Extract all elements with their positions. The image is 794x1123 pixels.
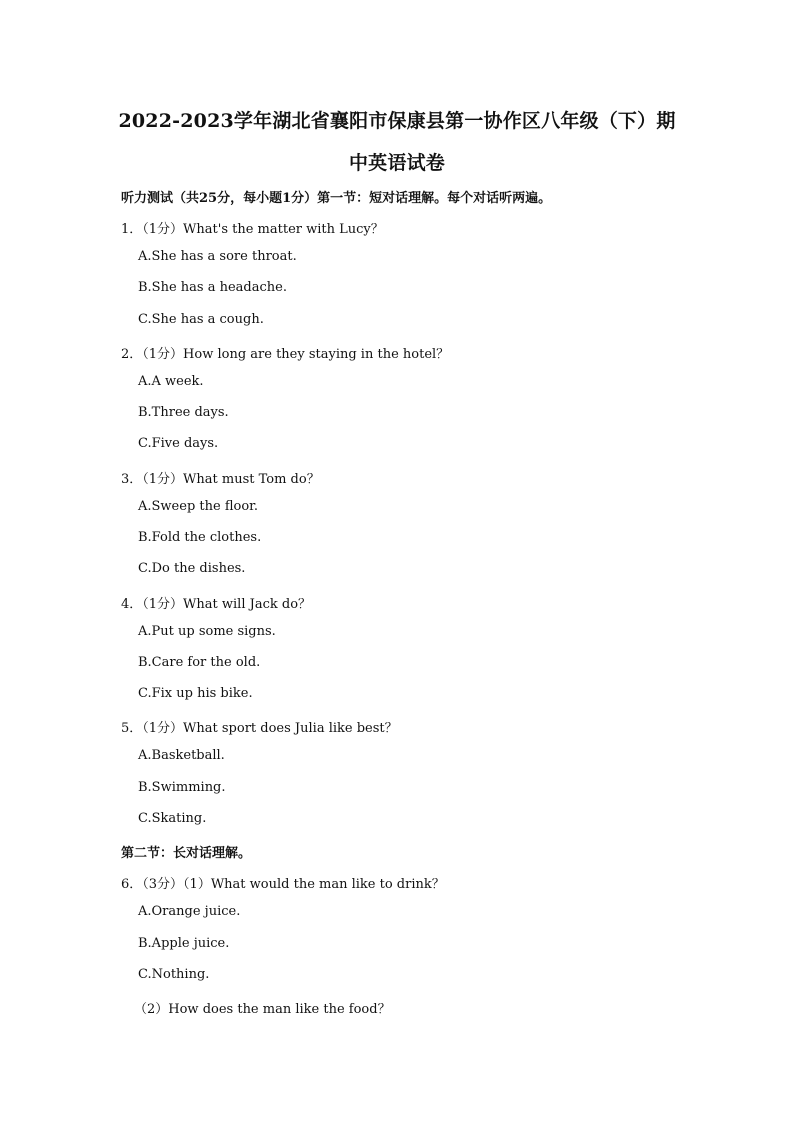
- question-6-option-c: C.Nothing.: [138, 967, 210, 982]
- question-1-option-b: B.She has a headache.: [138, 280, 287, 295]
- question-6-sub-2: （2）How does the man like the food？: [134, 1002, 391, 1017]
- question-1: 1．（1分）What's the matter with Lucy？: [121, 222, 384, 237]
- question-5-option-a: A.Basketball.: [138, 748, 225, 763]
- question-1-option-a: A.She has a sore throat.: [138, 249, 297, 264]
- section2-heading: 第二节：长对话理解。: [121, 846, 252, 861]
- question-3-option-c: C.Do the dishes.: [138, 561, 246, 576]
- question-5-option-c: C.Skating.: [138, 811, 207, 826]
- question-2-option-b: B.Three days.: [138, 405, 229, 420]
- question-6-option-b: B.Apple juice.: [138, 936, 230, 951]
- question-4-option-b: B.Care for the old.: [138, 655, 261, 670]
- question-3-option-b: B.Fold the clothes.: [138, 530, 262, 545]
- page-title-line1: 2022-2023学年湖北省襄阳市保康县第一协作区八年级（下）期: [118, 110, 676, 132]
- question-2-option-a: A.A week.: [138, 374, 204, 389]
- question-4-option-a: A.Put up some signs.: [138, 624, 276, 639]
- question-1-option-c: C.She has a cough.: [138, 312, 264, 327]
- question-4: 4．（1分）What will Jack do？: [121, 597, 312, 612]
- question-5-option-b: B.Swimming.: [138, 780, 226, 795]
- question-2: 2．（1分）How long are they staying in the hotel？: [121, 347, 450, 362]
- question-2-option-c: C.Five days.: [138, 436, 219, 451]
- question-3: 3．（1分）What must Tom do？: [121, 472, 320, 487]
- section1-heading: 听力测试（共25分，每小题1分）第一节：短对话理解。每个对话听两遍。: [121, 191, 552, 206]
- page-title-line2: 中英语试卷: [348, 152, 445, 174]
- question-3-option-a: A.Sweep the floor.: [138, 499, 259, 514]
- question-6: 6．（3分）（1）What would the man like to drink？: [121, 877, 445, 892]
- question-4-option-c: C.Fix up his bike.: [138, 686, 253, 701]
- question-6-option-a: A.Orange juice.: [138, 904, 241, 919]
- question-5: 5．（1分）What sport does Julia like best？: [121, 721, 398, 736]
